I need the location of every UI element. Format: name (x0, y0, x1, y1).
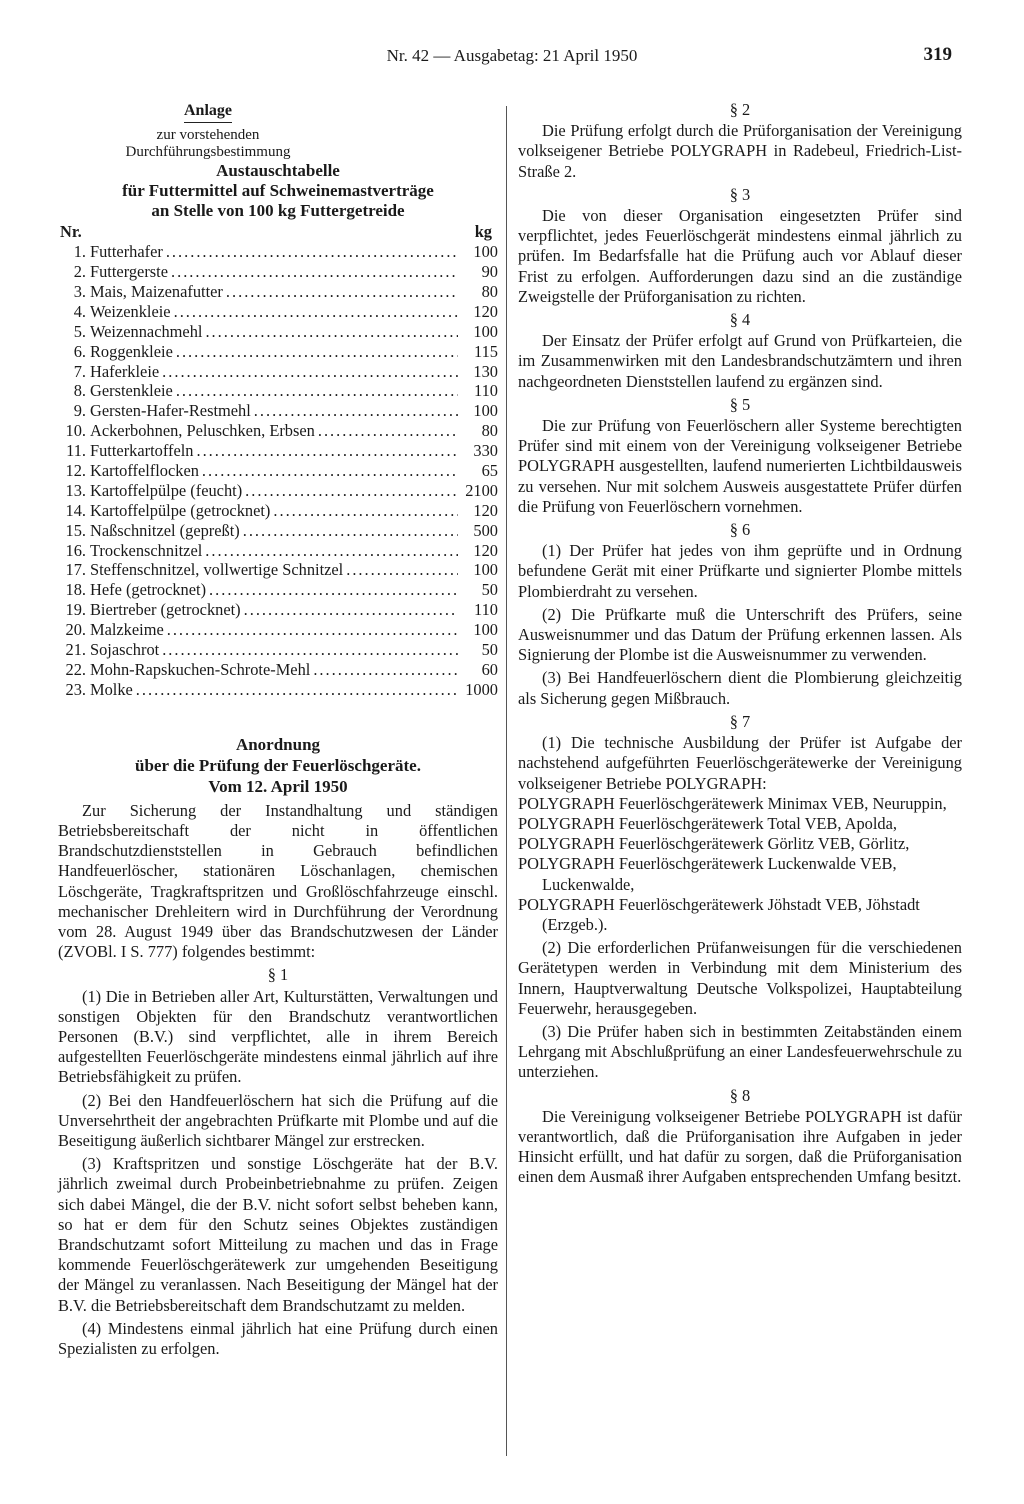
dot-leader (315, 421, 458, 441)
feed-kg: 100 (473, 560, 498, 580)
feed-name: Futterhafer (90, 242, 163, 262)
table-row (58, 680, 498, 700)
table-title-1: Austauschtabelle (216, 161, 340, 181)
dot-leader (251, 401, 458, 421)
table-row (58, 541, 498, 561)
feed-kg: 50 (481, 580, 498, 600)
dot-leader (241, 600, 458, 620)
dot-leader (193, 441, 458, 461)
section-7-para-3: (3) Die Prüfer haben sich in bestimmten Zeitabständen einem Lehrgang mit Abschlußprüfung an einer Landesfeuerwehrschule zu unterziehen. (518, 1021, 962, 1082)
section-7-heading: § 7 (729, 711, 751, 731)
table-row (58, 461, 498, 481)
dot-leader (168, 262, 458, 282)
col-header-kg: kg (474, 222, 492, 242)
feed-kg: 80 (481, 281, 498, 301)
table-row (58, 242, 498, 262)
table-row (58, 580, 498, 600)
table-row (58, 481, 498, 501)
feed-exchange-table (58, 222, 498, 699)
anordnung-title-3: Vom 12. April 1950 (208, 776, 348, 796)
dot-leader (202, 322, 458, 342)
feed-name: Kartoffelflocken (90, 461, 199, 480)
table-row (58, 560, 498, 580)
works-list-item: POLYGRAPH Feuerlöschgerätewerk Luckenwalde VEB, Luckenwalde, (518, 854, 897, 894)
section-4-heading: § 4 (729, 310, 751, 330)
table-row (58, 401, 498, 421)
feed-name: Weizenkleie (90, 301, 171, 321)
feed-name: Trockenschnitzel (90, 540, 203, 560)
feed-name: Mais, Maizenafutter (90, 281, 223, 301)
table-rows (58, 242, 498, 699)
section-2-heading: § 2 (729, 100, 751, 119)
dot-leader (223, 282, 458, 302)
table-row (58, 501, 498, 521)
feed-name: Ackerbohnen, Peluschken, Erbsen (90, 421, 315, 441)
row-number: 11. (66, 441, 86, 461)
feed-kg: 60 (481, 659, 498, 679)
feed-name: Gerstenkleie (90, 381, 173, 401)
anlage-label: Anlage (184, 101, 232, 123)
feed-name: Haferkleie (90, 361, 160, 381)
dot-leader (159, 362, 458, 382)
table-header (58, 222, 498, 242)
row-number: 4. (73, 301, 86, 321)
right-column (518, 100, 962, 1188)
dot-leader (202, 541, 458, 561)
row-number: 20. (65, 620, 86, 640)
page-header (0, 42, 1024, 72)
row-number: 23. (65, 679, 86, 699)
section-5-heading: § 5 (729, 394, 751, 414)
table-row (58, 282, 498, 302)
feed-name: Steffenschnitzel, vollwertige Schnitzel (90, 560, 344, 580)
col-header-nr: Nr. (60, 222, 82, 242)
feed-name: Hefe (getrocknet) (90, 580, 207, 600)
row-number: 1. (73, 242, 86, 262)
page-number: 319 (923, 44, 952, 65)
feed-kg: 120 (473, 500, 498, 520)
table-row (58, 640, 498, 660)
section-7-para-1: (1) Die technische Ausbildung der Prüfer ist Aufgabe der nachstehend aufgeführten Feuerlöschgerätewerke der Vereinigung volkseigener Betriebe POLYGRAPH: (518, 733, 962, 793)
dot-leader (206, 580, 458, 600)
row-number: 6. (73, 341, 86, 361)
feed-kg: 50 (481, 640, 498, 660)
row-number: 22. (65, 659, 86, 679)
section-1-para-1: (1) Die in Betrieben aller Art, Kulturstätten, Verwaltungen und sonstigen Objekten für den Brandschutz verantwortlichen Personen (B.V.) sind verpflichtet, alle in ihrem Bereich aufgestellten Feuerlöschgeräte mindestens einmal jährlich auf ihre Betriebsfähigkeit zu prüfen. (58, 986, 498, 1087)
feed-kg: 500 (473, 520, 498, 540)
row-number: 21. (65, 640, 86, 660)
works-list-item: POLYGRAPH Feuerlöschgerätewerk Görlitz VEB, Görlitz, (518, 834, 910, 854)
feed-kg: 100 (473, 401, 498, 421)
feed-name: Biertreber (getrocknet) (90, 600, 241, 620)
feed-name: Futtergerste (90, 262, 168, 282)
feed-kg: 120 (473, 540, 498, 560)
feed-kg: 100 (473, 620, 498, 640)
feed-name: Naßschnitzel (gepreßt) (90, 520, 240, 540)
left-column (58, 100, 498, 1359)
feed-kg: 115 (474, 341, 498, 361)
row-number: 3. (73, 281, 86, 301)
row-number: 2. (73, 262, 86, 282)
dot-leader (159, 640, 458, 660)
feed-kg: 100 (473, 242, 498, 262)
feed-kg: 90 (481, 262, 498, 282)
feed-name: Futterkartoffeln (90, 441, 194, 461)
works-list-item: POLYGRAPH Feuerlöschgerätewerk Total VEB, Apolda, (518, 813, 897, 833)
section-3-heading: § 3 (729, 184, 751, 204)
row-number: 15. (65, 520, 86, 540)
anordnung-preamble: Zur Sicherung der Instandhaltung und ständigen Betriebsbereitschaft der nicht in öffentlichen Brandschutzdienststellen in Gebrauch befindlichen Handfeuerlöscher, stationären Löschanlagen, chemischen Löschgeräte, Tragkraftspritzen und Großlöschfahrzeuge einschl. mechanischer Drehleitern wird in Durchführung der Verordnung vom 28. August 1949 über das Brandschutzwesen der Länder (ZVOBl. I S. 777) folgendes bestimmt: (58, 800, 498, 962)
row-number: 17. (65, 560, 86, 580)
row-number: 16. (65, 540, 86, 560)
table-row (58, 381, 498, 401)
section-3-para-1: Die von dieser Organisation eingesetzten Prüfer sind verpflichtet, jedes Feuerlöschgerät mindestens einmal jährlich zu prüfen. Im Bedarfsfalle hat die Prüfung auch vor Ablauf dieser Frist zu erfolgen. Aufforderungen dazu sind an die zuständige Zweigstelle der Prüforganisation zu richten. (518, 206, 962, 306)
table-row (58, 362, 498, 382)
section-4-para-1: Der Einsatz der Prüfer erfolgt auf Grund von Prüfkarteien, die im Zusammenwirken mit den Landesbrandschutzämtern und ihren nachgeordneten Dienststellen laufend zu ergänzen sind. (518, 331, 962, 391)
dot-leader (343, 560, 458, 580)
dot-leader (242, 481, 458, 501)
feed-kg: 100 (473, 321, 498, 341)
section-2-para-1: Die Prüfung erfolgt durch die Prüforganisation der Vereinigung volkseigener Betriebe POLYGRAPH in Radebeul, Friedrich-List-Straße 2. (518, 121, 962, 181)
row-number: 9. (73, 401, 86, 421)
works-list-item: POLYGRAPH Feuerlöschgerätewerk Minimax VEB, Neuruppin, (518, 793, 947, 813)
feed-kg: 110 (474, 600, 498, 620)
feed-name: Gersten-Hafer-Restmehl (90, 401, 251, 421)
feed-kg: 130 (473, 361, 498, 381)
feed-kg: 65 (481, 461, 498, 480)
section-5-para-1: Die zur Prüfung von Feuerlöschern aller Systeme berechtigten Prüfer sind mit einem von der Vereinigung volkseigener Betriebe POLYGRAPH ausgestellten, laufend numerierten Lichtbildausweis zu versehen. Nur mit solchem Ausweis ausgestattete Prüfer dürfen die Prüfung von Feuerlöschern vornehmen. (518, 416, 962, 516)
row-number: 8. (73, 381, 86, 401)
feed-name: Mohn-Rapskuchen-Schrote-Mehl (90, 659, 311, 679)
works-list-item: POLYGRAPH Feuerlöschgerätewerk Jöhstadt VEB, Jöhstadt (Erzgeb.). (518, 894, 920, 934)
feed-kg: 1000 (465, 679, 498, 699)
feed-kg: 330 (473, 441, 498, 461)
table-row (58, 262, 498, 282)
section-8-para-1: Die Vereinigung volkseigener Betriebe POLYGRAPH ist dafür verantwortlich, daß die Prüforganisation ihre Aufgaben in jeder Hinsicht erfüllt, und hat dafür zu sorgen, daß die Prüforganisation einen dem Ausmaß ihrer Aufgaben entsprechenden Umfang besitzt. (518, 1106, 962, 1187)
dot-leader (164, 620, 458, 640)
row-number: 5. (73, 321, 86, 341)
table-row (58, 322, 498, 342)
dot-leader (171, 302, 458, 322)
feed-kg: 80 (481, 421, 498, 441)
section-1-para-4: (4) Mindestens einmal jährlich hat eine Prüfung durch einen Spezialisten zu erfolgen. (58, 1318, 498, 1358)
table-row (58, 660, 498, 680)
feed-name: Kartoffelpülpe (getrocknet) (90, 500, 271, 520)
row-number: 12. (65, 461, 86, 480)
section-1-heading: § 1 (267, 965, 289, 985)
row-number: 10. (65, 421, 86, 441)
feed-name: Kartoffelpülpe (feucht) (90, 480, 243, 500)
feed-name: Malzkeime (90, 620, 164, 640)
section-1-para-3: (3) Kraftspritzen und sonstige Löschgeräte hat der B.V. jährlich zweimal durch Probeinbetriebnahme zu prüfen. Zeigen sich dabei Mängel, die der B.V. nicht sofort selbst beheben kann, so hat er dem für den Schutz seines Objektes zuständigen Brandschutzamt sofort Mitteilung zu machen und das in Frage kommende Feuerlöschgerätewerk zur umgehenden Beseitigung der Mängel zu veranlassen. Nach Beseitigung der Mängel hat der B.V. die Betriebsbereitschaft dem Brandschutzamt zu melden. (58, 1154, 498, 1315)
dot-leader (270, 501, 458, 521)
table-row (58, 620, 498, 640)
table-row (58, 342, 498, 362)
table-row (58, 302, 498, 322)
dot-leader (199, 461, 458, 481)
column-divider (506, 106, 507, 1456)
row-number: 7. (73, 361, 86, 381)
section-7-para-2: (2) Die erforderlichen Prüfanweisungen für die verschiedenen Gerätetypen werden in Verbindung mit dem Ministerium des Innern, Hauptverwaltung Deutsche Volkspolizei, Hauptabteilung Feuerwehr, herausgegeben. (518, 938, 962, 1018)
table-row (58, 600, 498, 620)
anordnung-title-2: über die Prüfung der Feuerlöschgeräte. (135, 755, 421, 775)
dot-leader (240, 521, 458, 541)
feed-name: Roggenkleie (90, 341, 173, 361)
anlage-sub2: Durchführungsbestimmung (125, 144, 291, 161)
row-number: 14. (65, 500, 86, 520)
row-number: 19. (65, 600, 86, 620)
row-number: 18. (65, 580, 86, 600)
anlage-sub1: zur vorstehenden (156, 127, 260, 144)
section-6-para-1: (1) Der Prüfer hat jedes von ihm geprüfte und in Ordnung befundene Gerät mit einer Prüfkarte und signierter Plombe mittels Plombierdraht zu versehen. (518, 541, 962, 601)
section-6-heading: § 6 (729, 520, 751, 540)
works-list (518, 794, 962, 935)
feed-name: Weizennachmehl (90, 321, 203, 341)
row-number: 13. (65, 480, 86, 500)
dot-leader (310, 660, 458, 680)
feed-kg: 120 (473, 301, 498, 321)
dot-leader (173, 381, 458, 401)
dot-leader (173, 342, 458, 362)
anordnung-title-1: Anordnung (235, 734, 321, 754)
feed-kg: 110 (474, 381, 498, 401)
dot-leader (163, 242, 458, 262)
section-6-para-2: (2) Die Prüfkarte muß die Unterschrift des Prüfers, seine Ausweisnummer und das Datum der Prüfung erkennen lassen. Als Signierung der Plombe ist die Ausweisnummer zu verwenden. (518, 604, 962, 665)
table-row (58, 521, 498, 541)
table-title-3: an Stelle von 100 kg Futtergetreide (151, 201, 405, 221)
section-8-heading: § 8 (729, 1085, 751, 1105)
feed-kg: 2100 (465, 480, 498, 500)
table-title-2: für Futtermittel auf Schweinemastverträge (122, 181, 434, 201)
table-row (58, 441, 498, 461)
running-title: Nr. 42 — Ausgabetag: 21 April 1950 (386, 46, 638, 65)
table-row (58, 421, 498, 441)
section-1-para-2: (2) Bei den Handfeuerlöschern hat sich die Prüfung auf die Unversehrtheit der angebrachten Prüfkarte mit Plombe und auf die Beseitigung äußerlich sichtbarer Mängel zur erstrecken. (58, 1090, 498, 1150)
feed-name: Molke (90, 679, 133, 699)
dot-leader (133, 680, 458, 700)
section-6-para-3: (3) Bei Handfeuerlöschern dient die Plombierung gleichzeitig als Sicherung gegen Mißbrauch. (518, 668, 962, 708)
feed-name: Sojaschrot (90, 640, 160, 660)
